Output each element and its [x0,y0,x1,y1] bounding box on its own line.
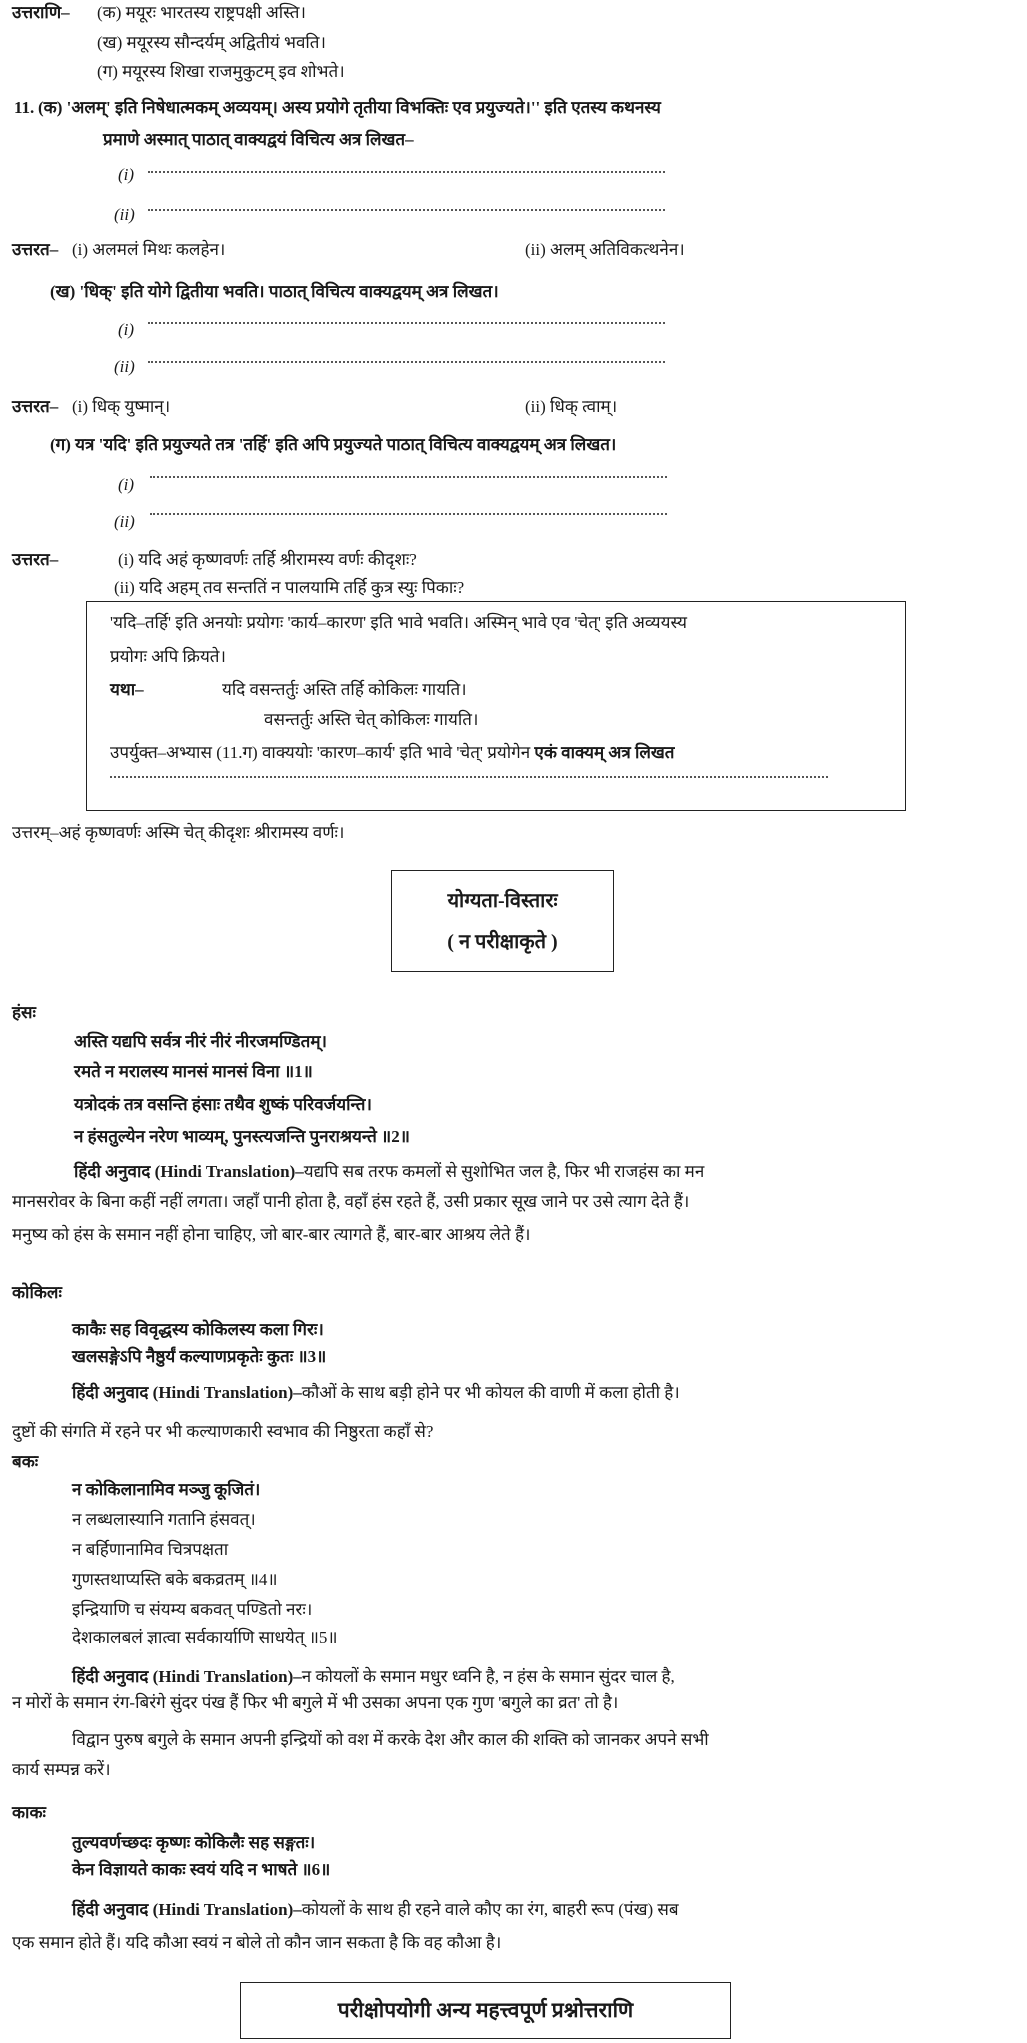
question-11-kha: (ख) 'धिक्' इति योगे द्वितीया भवति। पाठात् विचित्य वाक्यद्वयम् अत्र लिखत। [50,282,499,301]
answer-1: (i) अलमलं मिथः कलहेन। [72,240,226,259]
translation-line: एक समान होते हैं। यदि कौआ स्वयं न बोले तो कौन जान सकता है कि वह कौआ है। [12,1933,502,1952]
answer-1: (i) यदि अहं कृष्णवर्णः तर्हि श्रीरामस्य वर्णः कीदृशः? [118,550,417,569]
hansa-title: हंसः [12,1003,36,1022]
note-line-2: प्रयोगः अपि क्रियते। [110,647,226,666]
blank-label-i: (i) [118,475,135,494]
answer-label: उत्तरत– [12,397,59,416]
verse-line: यत्रोदकं तत्र वसन्ति हंसाः तथैव शुष्कं परिवर्जयन्ति। [74,1095,372,1114]
answer-kha: (ख) मयूरस्य सौन्दर्यम् अद्वितीयं भवति। [97,33,326,52]
question-11-ga: (ग) यत्र 'यदि' इति प्रयुज्यते तत्र 'तर्हि' इति अपि प्रयुज्यते पाठात् विचित्य वाक्यद्वयम् अत्र लिखत। [50,435,617,454]
kaka-title: काकः [12,1803,46,1822]
translation-text: कौओं के साथ बड़ी होने पर भी कोयल की वाणी में कला होती है। [301,1383,680,1402]
translation-line: मनुष्य को हंस के समान नहीं होना चाहिए, जो बार-बार त्यागते हैं, बार-बार आश्रय लेते हैं। [12,1225,531,1244]
translation-label: हिंदी अनुवाद (Hindi Translation)– [72,1667,302,1686]
example-2: वसन्तर्तुः अस्ति चेत् कोकिलः गायति। [264,710,479,729]
answer-blank-line[interactable] [148,171,665,173]
answer-blank-line[interactable] [148,361,665,363]
verse-line: न बर्हिणानामिव चित्रपक्षता [72,1540,229,1559]
section-heading-box [391,870,614,972]
verse-line: इन्द्रियाणि च संयम्य बकवत् पण्डितो नरः। [72,1600,313,1619]
answer-ka: (क) मयूरः भारतस्य राष्ट्रपक्षी अस्ति। [97,3,306,22]
verse-line: खलसङ्गेऽपि नैष्ठुर्यं कल्याणप्रकृतेः कुतः ॥3॥ [72,1347,327,1366]
answer-1: (i) धिक् युष्मान्। [72,397,171,416]
blank-label-i: (i) [118,320,135,339]
verse-line: न हंसतुल्येन नरेण भाव्यम्, पुनस्त्यजन्ति पुनराश्रयन्ते ॥2॥ [74,1127,410,1146]
verse-line: देशकालबलं ज्ञात्वा सर्वकार्याणि साधयेत् ॥5॥ [72,1628,338,1647]
verse-line: गुणस्तथाप्यस्ति बके बकव्रतम् ॥4॥ [72,1570,278,1589]
answer-2: (ii) अलम् अतिविकत्थनेन। [525,240,685,259]
translation-text: यद्यपि सब तरफ कमलों से सुशोभित जल है, फिर भी राजहंस का मन [303,1162,705,1181]
verse-line: न लब्धलास्यानि गतानि हंसवत्। [72,1510,256,1529]
answer-2: (ii) धिक् त्वाम्। [525,397,618,416]
translation-line: कार्य सम्पन्न करें। [12,1760,111,1779]
translation-line: दुष्टों की संगति में रहने पर भी कल्याणकारी स्वभाव की निष्ठुरता कहाँ से? [12,1422,434,1441]
example-1: यदि वसन्तर्तुः अस्ति तर्हि कोकिलः गायति। [222,680,467,699]
blank-label-ii: (ii) [114,512,135,531]
translation-text: कोयलों के साथ ही रहने वाले कौए का रंग, बाहरी रूप (पंख) सब [301,1900,679,1919]
kokila-title: कोकिलः [12,1283,62,1302]
translation-line: विद्वान पुरुष बगुले के समान अपनी इन्द्रियों को वश में करके देश और काल की शक्ति को जानकर अपने सभी [72,1730,709,1749]
translation-line [72,1381,680,1405]
question-11-ka-cont: प्रमाणे अस्मात् पाठात् वाक्यद्वयं विचित्य अत्र लिखत– [103,130,414,149]
verse-line: न कोकिलानामिव मञ्जु कूजितं। [72,1480,261,1499]
note-task-emphasis: एकं वाक्यम् अत्र लिखत [534,743,675,762]
answer-label: उत्तरत– [12,240,59,259]
verse-line: अस्ति यद्यपि सर्वत्र नीरं नीरं नीरजमण्डितम्। [74,1032,327,1051]
note-task [110,741,675,765]
blank-label-ii: (ii) [114,357,135,376]
note-task-text: उपर्युक्त–अभ्यास (11.ग) वाक्ययोः 'कारण–कार्य' इति भावे 'चेत्' प्रयोगेन [110,743,535,762]
translation-line [72,1665,675,1689]
final-answer: उत्तरम्–अहं कृष्णवर्णः अस्मि चेत् कीदृशः श्रीरामस्य वर्णः। [12,823,345,842]
translation-line: मानसरोवर के बिना कहीं नहीं लगता। जहाँ पानी होता है, वहाँ हंस रहते हैं, उसी प्रकार सूख जाने पर उसे त्याग देते हैं। [12,1192,690,1211]
answer-blank-line[interactable] [150,513,667,515]
verse-line: काकैः सह विवृद्धस्य कोकिलस्य कला गिरः। [72,1320,324,1339]
question-11-ka: (क) 'अलम्' इति निषेधात्मकम् अव्ययम्। अस्य प्रयोगे तृतीया विभक्तिः एव प्रयुज्यते।'' इति एतस्य कथनस्य [38,98,661,117]
baka-title: बकः [12,1452,39,1471]
translation-label: हिंदी अनुवाद (Hindi Translation)– [74,1162,304,1181]
answer-2: (ii) यदि अहम् तव सन्ततिं न पालयामि तर्हि कुत्र स्युः पिकाः? [114,578,465,597]
translation-line [72,1898,679,1922]
answer-blank-line[interactable] [148,322,665,324]
translation-label: हिंदी अनुवाद (Hindi Translation)– [72,1383,302,1402]
translation-line: न मोरों के समान रंग-बिरंगे सुंदर पंख हैं फिर भी बगुले में भी उसका अपना एक गुण 'बगुले का व्रत' तो है। [12,1693,619,1712]
answer-ga: (ग) मयूरस्य शिखा राजमुकुटम् इव शोभते। [97,62,345,81]
example-label: यथा– [110,680,144,699]
blank-label-i: (i) [118,165,135,184]
answer-label: उत्तरत– [12,550,59,569]
translation-line [74,1160,704,1184]
answer-blank-line[interactable] [150,476,667,478]
note-line-1: 'यदि–तर्हि' इति अनयोः प्रयोगः 'कार्य–कारण' इति भावे भवति। अस्मिन् भावे एव 'चेत्' इति अव्ययस्य [110,613,687,632]
blank-label-ii: (ii) [114,205,135,224]
verse-line: तुल्यवर्णच्छदः कृष्णः कोकिलैः सह सङ्गतः। [72,1833,316,1852]
bottom-heading: परीक्षोपयोगी अन्य महत्त्वपूर्ण प्रश्नोत्तराणि [337,1998,634,2022]
answers-label: उत्तराणि– [12,3,70,22]
verse-line: रमते न मरालस्य मानसं मानसं विना ॥1॥ [74,1062,313,1081]
answer-blank-line[interactable] [110,776,828,778]
section-heading-title: योग्यता-विस्तारः [447,890,558,912]
verse-line: केन विज्ञायते काकः स्वयं यदि न भाषते ॥6॥ [72,1860,331,1879]
answer-blank-line[interactable] [148,209,665,211]
section-heading-subtitle: ( न परीक्षाकृते ) [447,931,558,953]
question-number: 11. [14,98,35,117]
translation-label: हिंदी अनुवाद (Hindi Translation)– [72,1900,302,1919]
translation-text: न कोयलों के समान मधुर ध्वनि है, न हंस के समान सुंदर चाल है, [301,1667,675,1686]
